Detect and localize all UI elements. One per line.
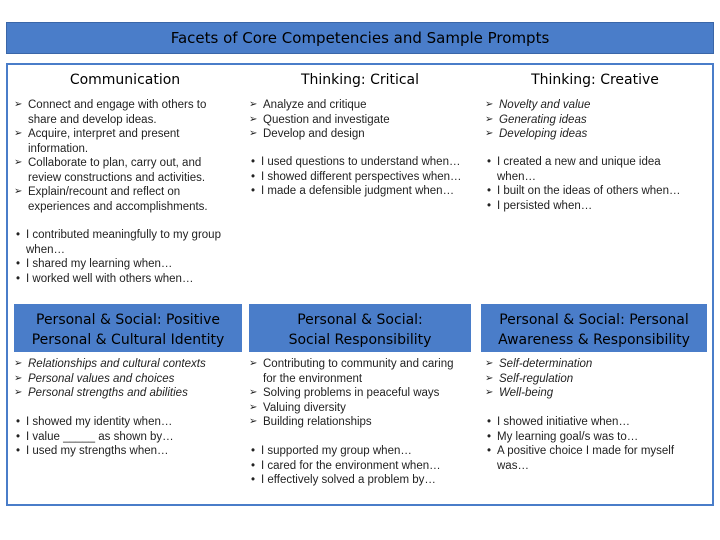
list-item [249,473,469,488]
list-item [485,386,705,401]
arrow-bullet-icon: ➢ [485,358,494,369]
title-bar [6,22,714,54]
bullet-icon: • [251,185,256,197]
list-item-text: My learning goal/s was to… [497,430,639,443]
arrow-bullet-icon: ➢ [14,372,23,384]
list-item-text: Connect and engage with others to share and develop ideas. [28,99,207,126]
list-item [249,113,469,128]
list-item-text: Developing ideas [499,128,588,140]
arrow-bullet-icon: ➢ [485,113,494,125]
awareness-prompts [485,415,690,473]
critical-prompts [249,155,474,199]
arrow-bullet-icon: ➢ [249,113,258,125]
communication-facets [14,98,224,214]
bullet-icon: • [16,445,21,457]
list-item [485,113,705,128]
list-item [485,155,700,184]
list-item-text: I made a defensible judgment when… [261,185,455,197]
list-item-text: I used my strengths when… [26,445,169,457]
list-item [249,98,469,113]
list-item-text: A positive choice I made for myself was… [497,445,675,472]
list-item-text: Well-being [499,387,554,399]
list-item-text: Acquire, interpret and present information. [28,128,180,155]
list-item [485,184,700,199]
heading-social-line2: Social Responsibility [288,332,432,348]
list-item-text: I worked well with others when… [26,272,194,285]
list-item [249,444,469,459]
bullet-icon: • [487,445,492,457]
page-title: Facets of Core Competencies and Sample Prompts [170,29,550,47]
arrow-bullet-icon: ➢ [249,401,258,413]
list-item-text: Explain/recount and reflect on experiences and accomplishments. [28,186,208,213]
arrow-bullet-icon: ➢ [249,358,258,369]
arrow-bullet-icon: ➢ [485,387,494,398]
list-item [249,386,467,401]
bullet-icon: • [251,445,256,457]
heading-critical-thinking: Thinking: Critical [300,72,420,88]
bullet-icon: • [487,156,492,168]
list-item-text: I built on the ideas of others when… [497,185,681,197]
list-item-text: Valuing diversity [263,401,346,414]
list-item [14,185,224,214]
communication-prompts [14,228,239,286]
arrow-bullet-icon: ➢ [485,372,494,384]
list-item [14,257,239,272]
list-item [14,415,239,430]
list-item [249,170,474,185]
arrow-bullet-icon: ➢ [14,157,23,168]
list-item [14,430,239,445]
list-item-text: I created a new and unique idea when… [497,156,661,183]
arrow-bullet-icon: ➢ [249,416,258,427]
list-item-text: Novelty and value [499,99,591,111]
bullet-icon: • [251,156,256,168]
list-item [14,228,239,257]
list-item [14,156,224,185]
arrow-bullet-icon: ➢ [14,186,23,197]
list-item [485,98,705,113]
list-item-text: Question and investigate [263,113,390,126]
arrow-bullet-icon: ➢ [249,387,258,398]
list-item [249,155,474,170]
list-item-text: Contributing to community and caring for the environment [263,358,454,385]
list-item-text: Solving problems in peaceful ways [263,387,440,399]
arrow-bullet-icon: ➢ [14,128,23,139]
list-item-text: I used questions to understand when… [261,156,461,168]
list-item-text: Relationships and cultural contexts [28,358,206,370]
list-item-text: I showed my identity when… [26,416,173,428]
list-item [14,357,239,372]
arrow-bullet-icon: ➢ [14,387,23,398]
social-facets [249,357,467,430]
list-item [485,357,705,372]
list-item [249,357,467,386]
heading-identity [14,304,242,352]
creative-prompts [485,155,700,213]
identity-prompts [14,415,239,459]
list-item [249,459,469,474]
heading-social-responsibility [249,304,471,352]
bullet-icon: • [251,474,256,486]
creative-facets [485,98,705,142]
list-item [249,127,469,142]
bullet-icon: • [251,459,256,472]
bullet-icon: • [487,430,492,443]
list-item-text: Building relationships [263,416,372,428]
bullet-icon: • [16,272,21,285]
list-item [14,444,239,459]
list-item-text: Personal values and choices [28,372,175,385]
list-item-text: Collaborate to plan, carry out, and review constructions and activities. [28,157,206,184]
bullet-icon: • [487,416,492,428]
heading-communication: Communication [69,72,181,88]
arrow-bullet-icon: ➢ [485,99,494,110]
list-item [485,415,690,430]
bullet-icon: • [251,170,256,183]
arrow-bullet-icon: ➢ [249,128,258,139]
identity-facets [14,357,239,401]
list-item-text: Self-determination [499,358,593,370]
heading-creative-thinking: Thinking: Creative [531,72,659,88]
social-prompts [249,444,469,488]
bullet-icon: • [16,430,21,443]
list-item-text: I cared for the environment when… [261,459,441,472]
list-item-text: I contributed meaningfully to my group when… [26,229,221,256]
list-item [14,98,224,127]
bullet-icon: • [487,199,492,212]
arrow-bullet-icon: ➢ [14,99,23,110]
bullet-icon: • [487,185,492,197]
heading-awareness-line2: Awareness & Responsibility [498,332,690,348]
list-item-text: Develop and design [263,128,365,140]
list-item-text: I shared my learning when… [26,258,173,270]
list-item [14,272,239,287]
heading-personal-awareness [481,304,707,352]
list-item-text: I persisted when… [497,199,593,212]
heading-social-line1: Personal & Social: [297,312,423,328]
critical-facets [249,98,469,142]
heading-identity-line2: Personal & Cultural Identity [31,332,225,348]
arrow-bullet-icon: ➢ [485,128,494,139]
list-item [14,127,224,156]
list-item-text: I value _____ as shown by… [26,430,174,443]
list-item-text: I effectively solved a problem by… [261,474,436,486]
list-item-text: Generating ideas [499,113,587,126]
list-item [485,372,705,387]
list-item-text: Self-regulation [499,372,574,385]
list-item [249,184,474,199]
list-item-text: Personal strengths and abilities [28,387,188,399]
heading-awareness-line1: Personal & Social: Personal [499,312,689,328]
list-item [485,444,690,473]
list-item-text: I showed different perspectives when… [261,170,462,183]
list-item-text: I supported my group when… [261,445,412,457]
list-item [14,372,239,387]
list-item [485,127,705,142]
awareness-facets [485,357,705,401]
heading-identity-line1: Personal & Social: Positive [36,312,220,328]
list-item [485,430,690,445]
list-item [485,199,700,214]
list-item [249,401,467,416]
arrow-bullet-icon: ➢ [14,358,23,369]
list-item [249,415,467,430]
bullet-icon: • [16,416,21,428]
list-item-text: I showed initiative when… [497,416,630,428]
list-item-text: Analyze and critique [263,99,367,111]
list-item [14,386,239,401]
bullet-icon: • [16,258,21,270]
arrow-bullet-icon: ➢ [249,99,258,110]
bullet-icon: • [16,229,21,241]
